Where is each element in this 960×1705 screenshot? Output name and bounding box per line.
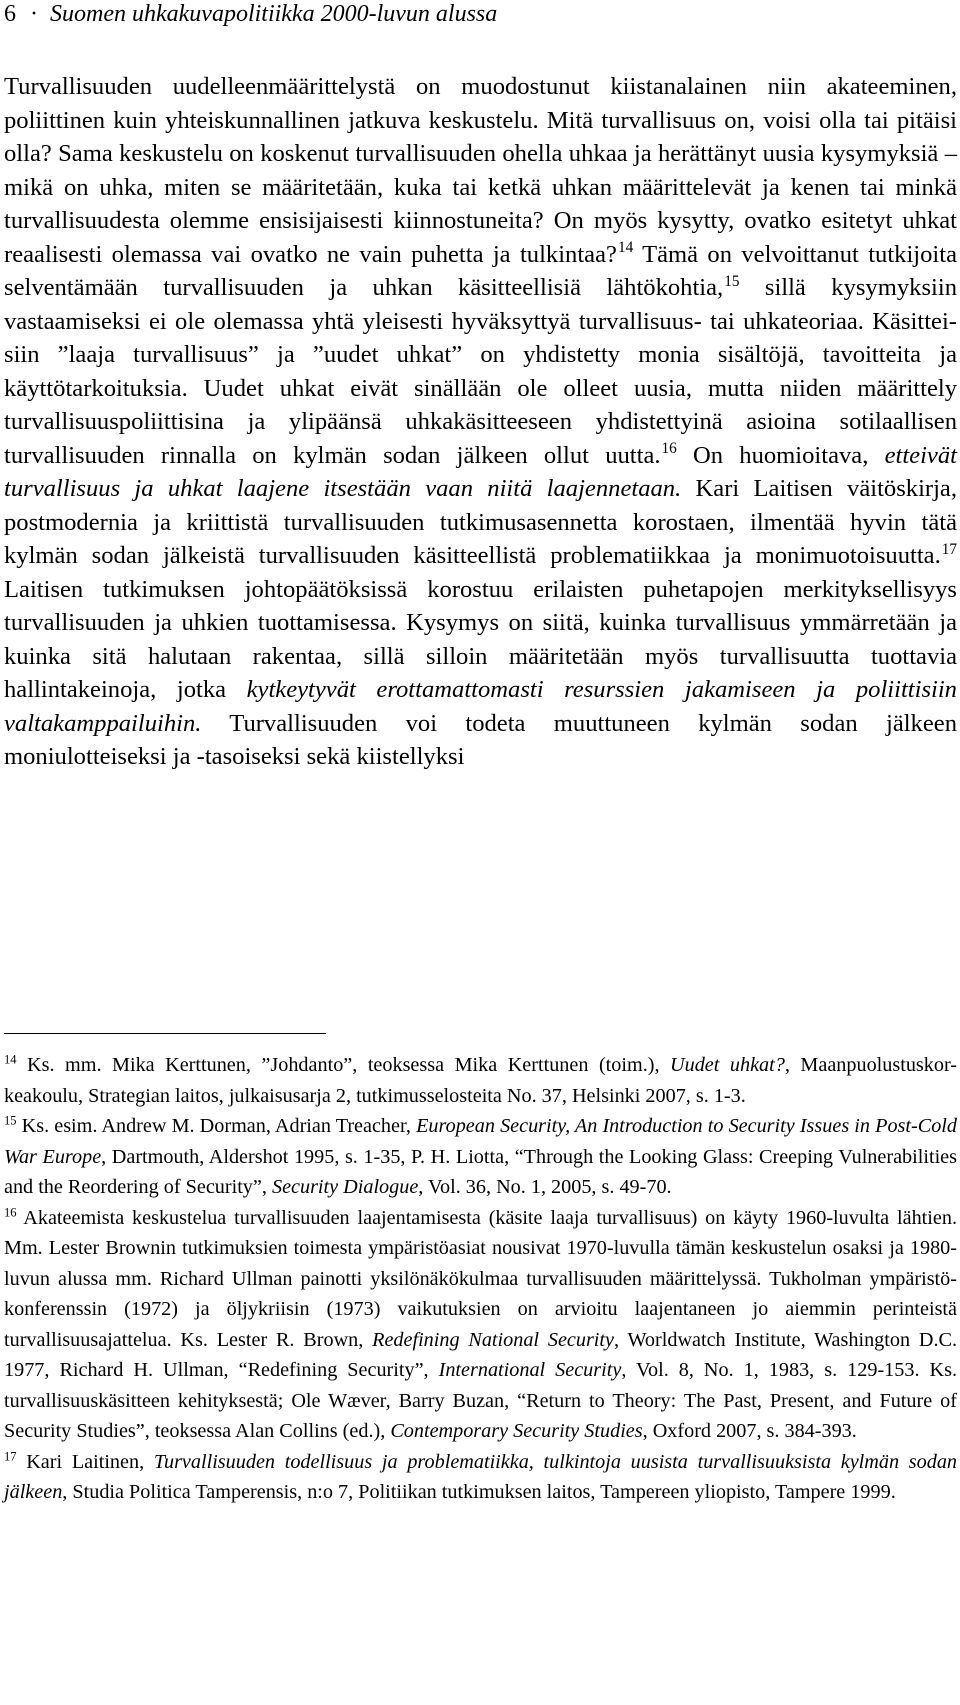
running-title: Suomen uhkakuvapolitiikka 2000-luvun alussa xyxy=(50,1,498,27)
footnote-text: Akateemista keskustelua turvallisuuden laajentamisesta (käsite laaja turvallisuus) on käyty 1960-luvulta lähtien. Mm. Lester Brownin tutkimuksien toimesta ympäristöasiat nousivat 1970-luvulla tämän keskustelun osaksi ja 1980-luvun alussa mm. Richard Ullman painotti yksilönäkökulmaa turvallisuuden määrittelyssä. Tukholman ympäristökonferenssin (1972) ja öljykriisin (1973) vaikutuksien on arvioitu laajentaneen jo aiemmin perinteistä turvallisuusajattelua. Ks. Lester R. Brown, xyxy=(4,1206,957,1351)
footnote-text: , Vol. 8, No. 1, 1983, s. 129-153. Ks. turvallisuuskäsitteen kehityksestä; Ole Wæver, Barry Buzan, “Return to Theory: The Past, Present, and Future of Security Studies”, teoksessa Alan Collins (ed.), xyxy=(4,1359,957,1442)
body-paragraph xyxy=(4,70,957,774)
body-segment: Turvallisuuden uudelleenmäärittelystä on muodostunut kiistanalainen niin akateeminen, poliittinen kuin yhteiskunnallinen jatkuva keskustelu. Mitä turvallisuus on, voisi olla tai pitäisi olla? Sama keskustelu on koskenut turvallisuuden ohella uhkaa ja herättänyt uusia kysymyksiä – mikä on uhka, miten se määritetään, kuka tai ketkä uhkan määrittelevät ja kenen tai minkä turvallisuudesta olemme ensisijaisesti kiinnostuneita? On myös kysytty, ovatko esitetyt uhkat reaalisesti olemassa vai ovatko ne vain puhetta ja tulkintaa? xyxy=(4,73,957,268)
body-segment: Tämä on velvoittanut tutkijoita selventämään turvallisuuden ja uhkan käsitteellisiä lähtökohtia, xyxy=(4,240,958,301)
footnote-14 xyxy=(4,1050,957,1111)
footnote-text: , Maanpuolustuskor-keakoulu, Strategian laitos, julkaisusarja 2, tutkimusselosteita No. 37, Helsinki 2007, s. 1-3. xyxy=(4,1054,958,1107)
footnote-15 xyxy=(4,1111,957,1203)
footnote-divider xyxy=(4,1033,326,1034)
body-segment: On huomioitava, xyxy=(676,441,885,469)
footnote-title: European Security, An Introduction to Security Issues in Post-Cold War Europe xyxy=(4,1115,957,1168)
footnote-16 xyxy=(4,1203,957,1447)
footnote-ref-17[interactable]: 17 xyxy=(941,540,957,558)
footnote-ref-14[interactable]: 14 xyxy=(617,239,634,257)
footnote-title: Turvallisuuden todellisuus ja problematiikka, tulkintoja uusista turvallisuuksista kylmän sodan jälkeen xyxy=(4,1450,958,1503)
body-emphasis: etteivät turvallisuus ja uhkat laajene itsestään vaan niitä laajennetaan. xyxy=(4,441,957,502)
body-segment: Kari Laitisen väitöskirja, postmodernia ja kriittistä turvallisuuden tutkimusasennetta korostaen, ilmentää hyvin tätä kylmän sodan jälkeistä turvallisuuden käsitteellistä problematiikkaa ja monimuotoisuutta. xyxy=(4,475,957,569)
footnote-text: Ks. esim. Andrew M. Dorman, Adrian Treacher, xyxy=(16,1115,417,1137)
header-separator: · xyxy=(30,1,38,27)
body-segment: sillä kysymyksiin vastaamiseksi ei ole olemassa yhtä yleisesti hyväksyttyä turvallisuus- tai uhkateoriaa. Käsitteisiin ”laaja turvallisuus” ja ”uudet uhkat” on yhdistetty monia sisältöjä, tavoitteita ja käyttötarkoituksia. Uudet uhkat eivät sinällään ole olleet uusia, mutta niiden määrittely turvallisuuspoliittisina ja ylipäänsä uhkakäsitteeseen yhdistettyinä asioina sotilaallisen turvallisuuden rinnalla on kylmän sodan jälkeen ollut uutta. xyxy=(4,274,957,469)
footnote-text: , Worldwatch Institute, Washington D.C. 1977, Richard H. Ullman, “Redefining Security”, xyxy=(4,1328,957,1381)
footnote-title: Security Dialogue xyxy=(271,1176,419,1198)
page-number: 6 xyxy=(4,1,16,27)
body-segment: Turvallisuuden voi todeta muuttuneen kylmän sodan jälkeen moniulotteiseksi ja -tasoiseksi sekä kiistellyksi xyxy=(4,709,957,770)
running-header xyxy=(4,0,497,28)
footnote-text: Ks. mm. Mika Kerttunen, ”Johdanto”, teoksessa Mika Kerttunen (toim.), xyxy=(16,1054,671,1076)
footnote-text: Kari Laitinen, xyxy=(16,1450,154,1473)
footnote-ref-16[interactable]: 16 xyxy=(661,440,677,458)
footnote-text: , Vol. 36, No. 1, 2005, s. 49-70. xyxy=(418,1176,672,1198)
body-text xyxy=(4,70,957,774)
body-segment: Laitisen tutkimuksen johtopäätöksissä korostuu erilaisten puhetapojen merkityksellisyys turvallisuuden ja uhkien tuottamisessa. Kysymys on siitä, kuinka turvallisuus ymmärretään ja kuinka sitä halutaan rakentaa, sillä silloin määritetään myös turvallisuutta tuottavia hallintakeinoja, jotka xyxy=(4,575,957,703)
footnote-number: 17 xyxy=(4,1448,17,1463)
footnote-text: , Oxford 2007, s. 384-393. xyxy=(642,1420,857,1442)
footnote-number: 16 xyxy=(4,1204,17,1219)
footnote-text: , Dartmouth, Aldershot 1995, s. 1-35, P. H. Liotta, “Through the Looking Glass: Creeping Vulnerabilities and the Reordering of Security”, xyxy=(4,1145,957,1198)
footnote-number: 15 xyxy=(4,1113,17,1128)
footnote-17 xyxy=(4,1447,957,1508)
footnote-title: Redefining National Security xyxy=(372,1328,614,1351)
footnote-title: Contemporary Security Studies xyxy=(390,1420,643,1442)
footnote-text: , Studia Politica Tamperensis, n:o 7, Politiikan tutkimuksen laitos, Tampereen yliopisto, Tampere 1999. xyxy=(62,1481,896,1503)
footnotes xyxy=(4,1050,957,1508)
footnote-title: International Security xyxy=(438,1359,622,1381)
footnote-title: Uudet uhkat? xyxy=(670,1054,785,1076)
body-emphasis: kytkeytyvät erottamattomasti resurssien jakamiseen ja poliittisiin valtakamppailuihin. xyxy=(4,676,957,737)
footnote-number: 14 xyxy=(4,1052,17,1067)
footnote-ref-15[interactable]: 15 xyxy=(724,272,740,290)
